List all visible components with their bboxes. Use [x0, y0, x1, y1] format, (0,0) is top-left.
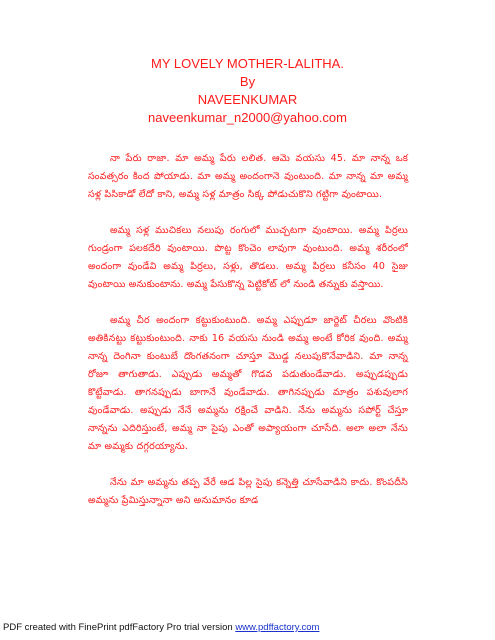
footer-text: PDF created with FinePrint pdfFactory Pro trial version [3, 622, 236, 633]
footer-link[interactable]: www.pdffactory.com [235, 622, 320, 633]
author-name: NAVEENKUMAR [197, 92, 298, 107]
paragraph-1: నా పేరు రాజా. మా అమ్మ పేరు లలిత. ఆమె వయసు 45. మా నాన్న ఒక సంవత్సరం కింద పోయాడు. మా అమ్మ అందంగానె వుంటుంది. మా నాన్న మా అమ్మ సళ్ల పిసికాడో లేదో కాని, అమ్మ సళ్ల మాత్రం సిక్క పోడుచుకొని గట్టిగా వుంటాయి. [88, 153, 408, 200]
paragraph-2: అమ్మ సళ్ల ముచికలు నలుపు రంగులో ముచ్చటగా వుంటాయి. అమ్మ పిర్రలు గుండ్రంగా పలకదేరి వుంటాయి. పొట్ట కొంచెం లావుగా వుంటుంది. అమ్మ శరీరంలో అందంగా వుండేవి అమ్మ పిర్రలు, సళ్లు, తొడలు. అమ్మ పిర్రలు కనీసం 40 సైజు వుంటాయి అనుకుంటాను. అమ్మ పేసుకొన్న పెట్టికోట్ లో నుండి తన్నుకు వస్తాయి. [88, 225, 408, 290]
story-body [88, 150, 408, 528]
paragraph-4: నేను మా అమ్మను తప్ప వేరే ఆడ పిల్ల సైపు కన్నెత్తి చూసేవాడిని కాదు. కొంపదీసి అమ్మను ప్రేమిస్తున్నానా అని అనుమానం కూడ [88, 477, 408, 506]
document-title: MY LOVELY MOTHER-LALITHA. [151, 56, 344, 71]
paragraph-3: అమ్మ చీర అందంగా కట్టుకుంటుంది. అమ్మ ఎప్పుడూ జార్జెట్ చీరలు వొంటికి అతికినట్టు కట్టుకుంటుంది. నాకు 16 వయసు నుండి అమ్మ అంటే కోరిక వుంది. అమ్మ నాన్న దెంగినా కుంటుబే దొంగతనంగా చూస్తూ మొడ్డ నలుపుకొనేవాడిని. మా నాన్న రోజూ తాగుతాడు. ఎప్పుడు అమ్మతో గొడవ పడుతుండేవాడు. అప్పుడప్పుడు కొట్టేవాడు. తాగనప్పుడు బాగానే వుండేవాడు. తాగినప్పుడు మాత్రం పశువులాగ వుండేవాడు. అప్పుడు నేనే అమ్మను రక్షించే వాడిని. నేను అమ్మను సపోర్ట్ చేస్తూ నాన్నను ఎదిరిస్తుంటే, అమ్మ నా సైపు ఎంతో అప్యాయంగా చూసేది. అలా అలా నేను మా అమ్మకు దగ్గరయ్యాను. [88, 315, 408, 452]
author-email: naveenkumar_n2000@yahoo.com [148, 110, 347, 125]
pdf-footer [3, 622, 319, 633]
byline: By [239, 74, 256, 89]
document-header [0, 55, 495, 127]
